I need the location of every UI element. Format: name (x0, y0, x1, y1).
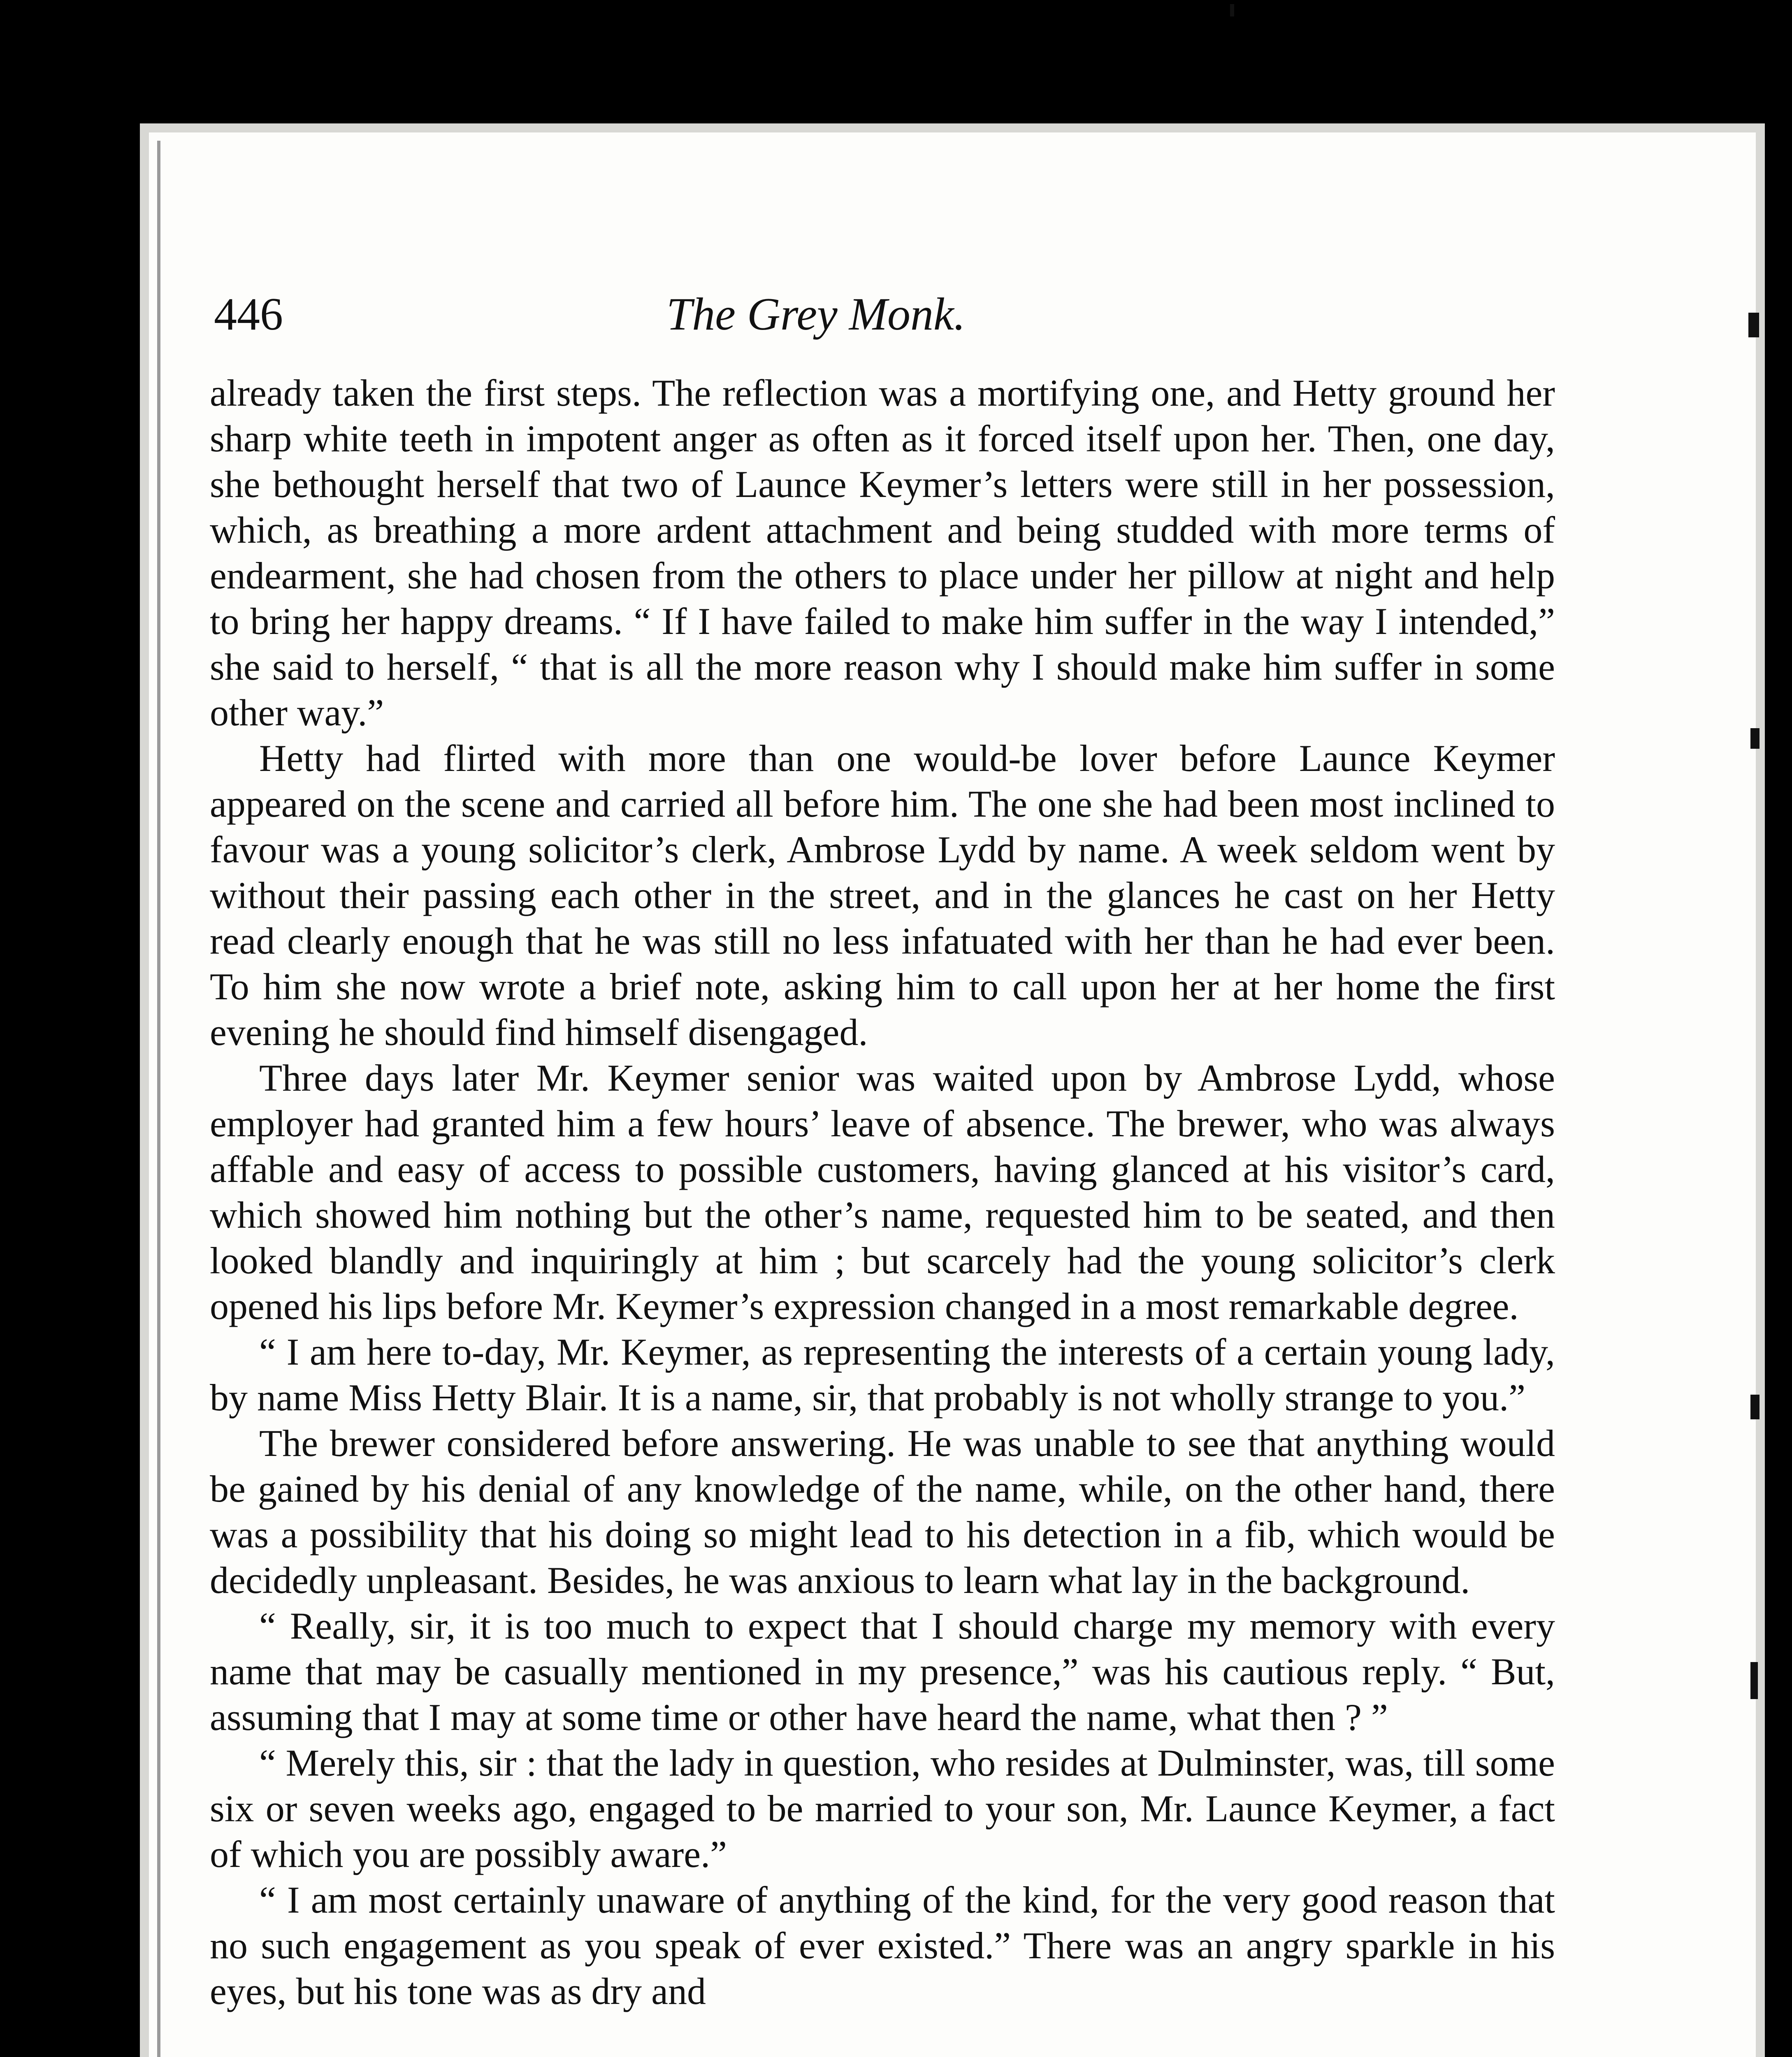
running-title: The Grey Monk. (666, 289, 966, 340)
paragraph: “ I am here to-day, Mr. Keymer, as representing the interests of a certain young lady, by name Miss Hetty Blair. It is a name, sir, that probably is not wholly strange to you.” (210, 1331, 1555, 1419)
scan-fleck (1750, 728, 1760, 749)
paragraph: already taken the first steps. The reflection was a mortifying one, and Hetty ground her sharp white teeth in impotent anger as often as it forced itself upon her. Then, one day, she bethought herself that two of Launce Keymer’s letters were still in her possession, which, as breathing a more ardent attachment and being studded with more terms of endearment, she had chosen from the others to place under her pillow at night and help to bring her happy dreams. “ If I have failed to make him suffer in the way I intended,” she said to herself, “ that is all the more reason why I should make him suffer in some other way.” (210, 372, 1555, 734)
scan-fleck (1750, 1395, 1760, 1419)
paragraph: “ I am most certainly unaware of anything of the kind, for the very good reason that no such engagement as you speak of ever existed.” There was an angry sparkle in his eyes, but his tone was as dry and (210, 1879, 1555, 2012)
paragraph: Hetty had flirted with more than one would-be lover before Launce Keymer appeared on the scene and carried all before him. The one she had been most inclined to favour was a young solicitor’s clerk, Ambrose Lydd by name. A week seldom went by without their passing each other in the street, and in the glances he cast on her Hetty read clearly enough that he was still no less infatuated with her than he had ever been. To him she now wrote a brief note, asking him to call upon her at her home the first evening he should find himself disengaged. (210, 737, 1555, 1053)
scan-fleck (1748, 313, 1759, 337)
paragraph: Three days later Mr. Keymer senior was waited upon by Ambrose Lydd, whose employer had granted him a few hours’ leave of absence. The brewer, who was always affable and easy of access to possible customers, having glanced at his visitor’s card, which showed him nothing but the other’s name, requested him to be seated, and then looked blandly and inquiringly at him ; but scarcely had the young solicitor’s clerk opened his lips before Mr. Keymer’s expression changed in a most remarkable degree. (210, 1057, 1555, 1327)
scan-fleck (1750, 1662, 1758, 1699)
page-header (214, 288, 1563, 350)
paragraph: “ Really, sir, it is too much to expect that I should charge my memory with every name that may be casually mentioned in my presence,” was his cautious reply. “ But, assuming that I may at some time or other have heard the name, what then ? ” (210, 1605, 1555, 1738)
paragraph: “ Merely this, sir : that the lady in question, who resides at Dulminster, was, till some six or seven weeks ago, engaged to be married to your son, Mr. Launce Keymer, a fact of which you are possibly aware.” (210, 1742, 1555, 1875)
scan-fleck (1230, 4, 1234, 16)
body-text (210, 370, 1555, 2014)
page-number: 446 (214, 289, 283, 340)
paragraph: The brewer considered before answering. He was unable to see that anything would be gained by his denial of any knowledge of the name, while, on the other hand, there was a possibility that his doing so might lead to his detection in a fib, which would be decidedly unpleasant. Besides, he was anxious to learn what lay in the background. (210, 1422, 1555, 1601)
